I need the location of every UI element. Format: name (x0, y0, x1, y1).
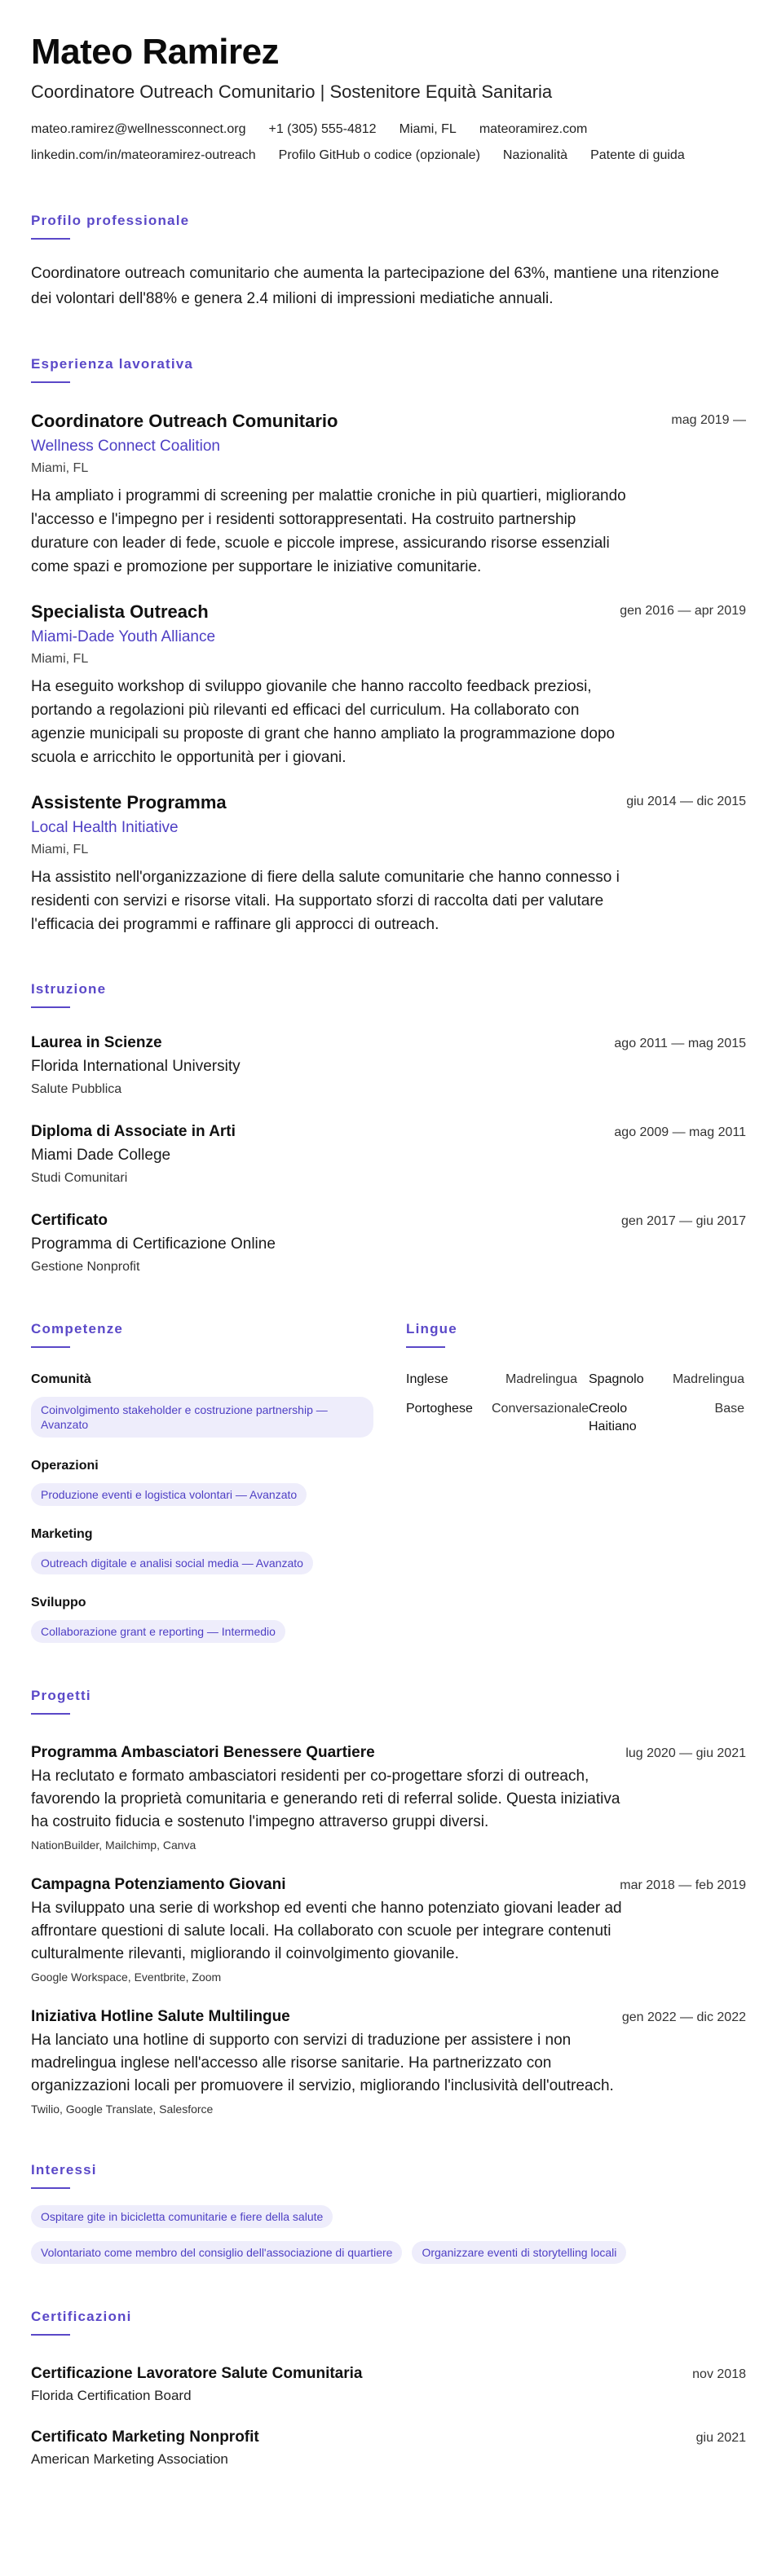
skill-category: Operazioni (31, 1459, 99, 1473)
section-divider (31, 1713, 70, 1715)
contact-email[interactable]: mateo.ramirez@wellnessconnect.org (31, 122, 246, 136)
education-entry (31, 1210, 746, 1276)
certification-title: Certificato Marketing Nonprofit (31, 2428, 259, 2446)
contact-phone[interactable]: +1 (305) 555-4812 (268, 122, 377, 136)
project-entry (31, 2006, 746, 2117)
experience-entry (31, 409, 746, 579)
project-tools: Twilio, Google Translate, Salesforce (31, 2103, 214, 2116)
interests-section (31, 2161, 746, 2264)
job-organization: Wellness Connect Coalition (31, 438, 220, 455)
profile-summary: Coordinatore outreach comunitario che aumenta la partecipazione del 63%, mantiene una ritenzione dei volontari dell'88% e genera 2.4 milioni di impressioni mediatiche annuali. (31, 265, 719, 307)
language-level: Base (714, 1402, 744, 1416)
education-entry (31, 1033, 746, 1099)
contact-location: Miami, FL (399, 122, 457, 136)
interest-pill: Organizzare eventi di storytelling locali (412, 2241, 626, 2264)
experience-section (31, 355, 746, 936)
skill-pill: Produzione eventi e logistica volontari — Avanzato (31, 1483, 307, 1506)
section-divider (31, 1346, 70, 1348)
job-location: Miami, FL (31, 652, 89, 666)
experience-entry (31, 790, 746, 936)
skill-group (31, 1526, 373, 1574)
certification-title: Certificazione Lavoratore Salute Comunitaria (31, 2365, 363, 2382)
interest-pill: Ospitare gite in bicicletta comunitarie e fiere della salute (31, 2205, 333, 2228)
education-date: ago 2011 — mag 2015 (614, 1037, 746, 1050)
education-field: Gestione Nonprofit (31, 1260, 140, 1274)
education-field: Studi Comunitari (31, 1171, 128, 1185)
job-organization: Miami-Dade Youth Alliance (31, 628, 216, 645)
skill-pill: Collaborazione grant e reporting — Intermedio (31, 1620, 285, 1643)
project-date: mar 2018 — feb 2019 (620, 1878, 746, 1892)
language-name: Creolo Haitiano (589, 1402, 637, 1433)
project-entry (31, 1742, 746, 1853)
education-field: Salute Pubblica (31, 1082, 122, 1096)
section-divider (31, 2187, 70, 2189)
project-description: Ha sviluppato una serie di workshop ed eventi che hanno potenziato giovani leader ad affrontare questioni di salute locali. Ha collaborato con scuole per integrare contenuti culturalmente rilevanti, migliorando il coinvolgimento giovanile. (31, 1900, 622, 1962)
section-title-interests: Interessi (31, 2162, 97, 2177)
section-title-experience: Esperienza lavorativa (31, 356, 194, 372)
project-title: Programma Ambasciatori Benessere Quartiere (31, 1744, 375, 1761)
section-title-languages: Lingue (406, 1321, 457, 1336)
language-level: Madrelingua (505, 1372, 577, 1386)
profile-section (31, 212, 746, 311)
resume-header (31, 31, 746, 165)
language-grid (406, 1371, 744, 1436)
language-name: Spagnolo (589, 1372, 644, 1386)
certification-entry (31, 2363, 746, 2406)
education-section (31, 980, 746, 1276)
degree-title: Laurea in Scienze (31, 1034, 162, 1051)
language-level: Madrelingua (672, 1372, 744, 1386)
section-divider (406, 1346, 445, 1348)
project-description: Ha reclutato e formato ambasciatori residenti per co-progettare sforzi di outreach, favorendo la proprietà comunitaria e generando reti di referral solide. Questa iniziativa ha costruito fiducia e sostenuto l'impegno attraverso gruppi diversi. (31, 1768, 620, 1830)
education-date: ago 2009 — mag 2011 (614, 1125, 746, 1139)
skill-group (31, 1457, 373, 1506)
interest-list (31, 2205, 746, 2264)
interest-pill: Volontariato come membro del consiglio dell'associazione di quartiere (31, 2241, 402, 2264)
project-description: Ha lanciato una hotline di supporto con servizi di traduzione per assistere i non madrelingua inglese nell'accesso alle risorse sanitarie. Ha partnerizzato con organizzazioni locali per promuovere il servizio, migliorando l'inclusività dell'outreach. (31, 2032, 614, 2094)
language-name: Inglese (406, 1372, 448, 1386)
job-date: mag 2019 — (671, 413, 746, 427)
skill-category: Comunità (31, 1372, 91, 1386)
skill-pill: Outreach digitale e analisi social media — Avanzato (31, 1552, 313, 1574)
certification-issuer: Florida Certification Board (31, 2388, 192, 2403)
section-divider (31, 1006, 70, 1008)
section-divider (31, 381, 70, 383)
skills-languages-row (31, 1320, 746, 1643)
projects-section (31, 1687, 746, 2117)
section-title-profile: Profilo professionale (31, 213, 190, 228)
section-title-skills: Competenze (31, 1321, 124, 1336)
section-title-projects: Progetti (31, 1688, 91, 1703)
project-tools: Google Workspace, Eventbrite, Zoom (31, 1971, 222, 1984)
education-entry (31, 1121, 746, 1187)
skill-category: Sviluppo (31, 1596, 86, 1609)
degree-title: Certificato (31, 1212, 108, 1229)
certification-entry (31, 2427, 746, 2469)
degree-title: Diploma di Associate in Arti (31, 1123, 236, 1140)
contact-linkedin[interactable]: linkedin.com/in/mateoramirez-outreach (31, 148, 256, 162)
job-title: Coordinatore Outreach Comunitario (31, 411, 338, 431)
project-tools: NationBuilder, Mailchimp, Canva (31, 1838, 196, 1852)
contact-nationality: Nazionalità (502, 148, 568, 162)
education-institution: Programma di Certificazione Online (31, 1235, 276, 1253)
section-title-education: Istruzione (31, 981, 107, 997)
languages-section (406, 1320, 744, 1643)
project-entry (31, 1874, 746, 1985)
skills-section (31, 1320, 373, 1643)
job-location: Miami, FL (31, 843, 89, 856)
skill-group (31, 1371, 373, 1438)
contact-github[interactable]: Profilo GitHub o codice (opzionale) (278, 148, 480, 162)
project-date: gen 2022 — dic 2022 (621, 2010, 746, 2024)
language-level: Conversazionale (492, 1402, 589, 1416)
job-description: Ha eseguito workshop di sviluppo giovanile che hanno raccolto feedback preziosi, portando a regolazioni più rilevanti ed efficaci del curriculum. Ha collaborato con agenzie municipali su proposte di grant che hanno ampliato la programmazione dopo scuola e arricchito le opportunità per i giovani. (31, 678, 616, 766)
project-title: Iniziativa Hotline Salute Multilingue (31, 2008, 290, 2025)
candidate-name: Mateo Ramirez (31, 32, 280, 72)
contact-website[interactable]: mateoramirez.com (479, 122, 588, 136)
job-title: Specialista Outreach (31, 601, 209, 622)
education-institution: Florida International University (31, 1058, 241, 1075)
contact-list (31, 121, 732, 165)
experience-entry (31, 600, 746, 769)
job-description: Ha assistito nell'organizzazione di fiere della salute comunitarie che hanno connesso i residenti con servizi e risorse vitali. Ha supportato sforzi di raccolta dati per valutare l'efficacia dei programmi e raffinare gli approcci di outreach. (31, 869, 620, 933)
language-name: Portoghese (406, 1402, 473, 1416)
candidate-headline: Coordinatore Outreach Comunitario | Sostenitore Equità Sanitaria (31, 81, 553, 102)
job-title: Assistente Programma (31, 792, 227, 812)
certifications-section (31, 2308, 746, 2469)
education-date: gen 2017 — giu 2017 (620, 1214, 746, 1228)
contact-driving-license: Patente di guida (590, 148, 685, 162)
job-location: Miami, FL (31, 461, 89, 475)
job-date: gen 2016 — apr 2019 (620, 604, 746, 618)
certification-issuer: American Marketing Association (31, 2451, 228, 2467)
skill-pill: Coinvolgimento stakeholder e costruzione partnership — Avanzato (31, 1397, 373, 1438)
project-date: lug 2020 — giu 2021 (625, 1746, 746, 1760)
job-description: Ha ampliato i programmi di screening per malattie croniche in più quartieri, migliorando l'accesso e l'impegno per i residenti sottorappresentati. Ha costruito partnership durature con leader di fede, scuole e piccole imprese, assicurando risorse essenziali come spazi e promozione per supportare le iniziative comunitarie. (31, 487, 626, 575)
education-institution: Miami Dade College (31, 1147, 171, 1164)
section-divider (31, 238, 70, 240)
section-divider (31, 2334, 70, 2336)
section-title-certifications: Certificazioni (31, 2309, 132, 2324)
certification-date: giu 2021 (695, 2431, 746, 2445)
skill-group (31, 1594, 373, 1643)
job-organization: Local Health Initiative (31, 819, 179, 836)
job-date: giu 2014 — dic 2015 (626, 795, 746, 808)
project-title: Campagna Potenziamento Giovani (31, 1876, 286, 1893)
skill-category: Marketing (31, 1527, 93, 1541)
certification-date: nov 2018 (692, 2367, 746, 2381)
